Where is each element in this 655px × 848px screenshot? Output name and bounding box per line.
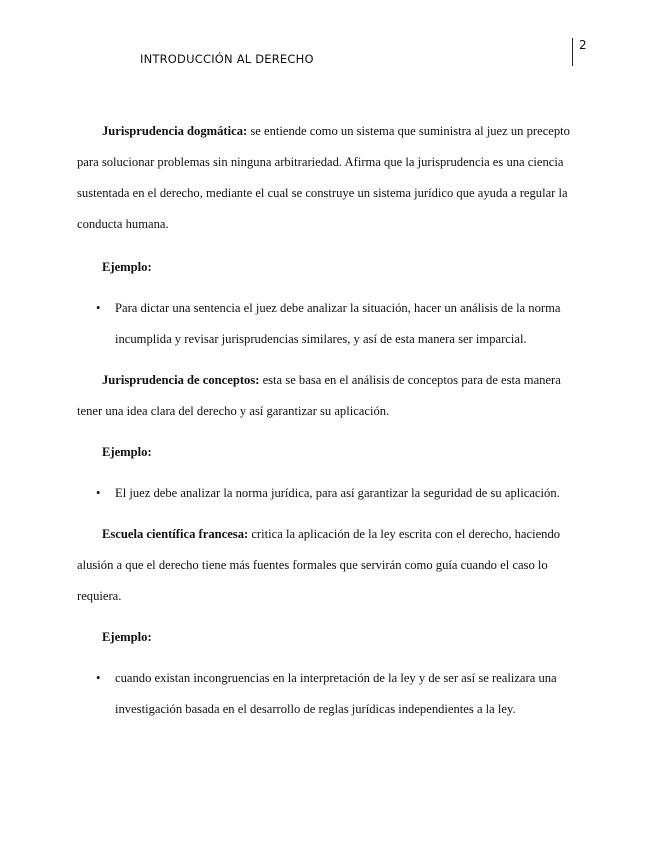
text-dogmatica: se entiende como un sistema que suministra al juez un precepto para solucionar problemas sin ninguna arbitrariedad. Afirma que la jurisprudencia es una ciencia sustentada en el derecho, mediante el cual se construye un sistema jurídico que ayuda a regular la conducta humana.	[77, 124, 570, 231]
term-conceptos: Jurisprudencia de conceptos:	[102, 373, 260, 387]
example-label-dogmatica: Ejemplo:	[102, 260, 152, 274]
example-text-francesa: cuando existan incongruencias en la interpretación de la ley y de ser así se realizara una investigación basada en el desarrollo de reglas jurídicas independientes a la ley.	[115, 671, 557, 716]
example-text-dogmatica: Para dictar una sentencia el juez debe analizar la situación, hacer un análisis de la norma incumplida y revisar jurisprudencias similares, y así de esta manera ser imparcial.	[115, 301, 561, 346]
page-number: 2	[579, 38, 587, 52]
list-item	[77, 663, 581, 725]
example-text-conceptos: El juez debe analizar la norma jurídica, para así garantizar la seguridad de su aplicación.	[115, 486, 560, 500]
bullet-icon: •	[96, 671, 101, 685]
example-label-francesa: Ejemplo:	[102, 630, 152, 644]
term-dogmatica: Jurisprudencia dogmática:	[102, 124, 248, 138]
paragraph-conceptos	[77, 365, 581, 427]
list-item	[77, 293, 581, 355]
example-list-dogmatica	[77, 293, 581, 355]
list-item	[77, 478, 581, 509]
example-label-conceptos: Ejemplo:	[102, 445, 152, 459]
bullet-icon: •	[96, 301, 101, 315]
example-list-conceptos	[77, 478, 581, 509]
document-body	[77, 116, 581, 725]
bullet-icon: •	[96, 486, 101, 500]
example-list-francesa	[77, 663, 581, 725]
text-francesa: critica la aplicación de la ley escrita con el derecho, haciendo alusión a que el derecho tiene más fuentes formales que servirán como guía cuando el caso lo requiera.	[77, 527, 561, 603]
paragraph-dogmatica	[77, 116, 581, 240]
page-number-divider	[572, 38, 573, 66]
paragraph-francesa	[77, 519, 581, 612]
running-header-title: INTRODUCCIÓN AL DERECHO	[140, 52, 314, 66]
text-conceptos: esta se basa en el análisis de conceptos para de esta manera tener una idea clara del derecho y así garantizar su aplicación.	[77, 373, 561, 418]
term-francesa: Escuela científica francesa:	[102, 527, 249, 541]
